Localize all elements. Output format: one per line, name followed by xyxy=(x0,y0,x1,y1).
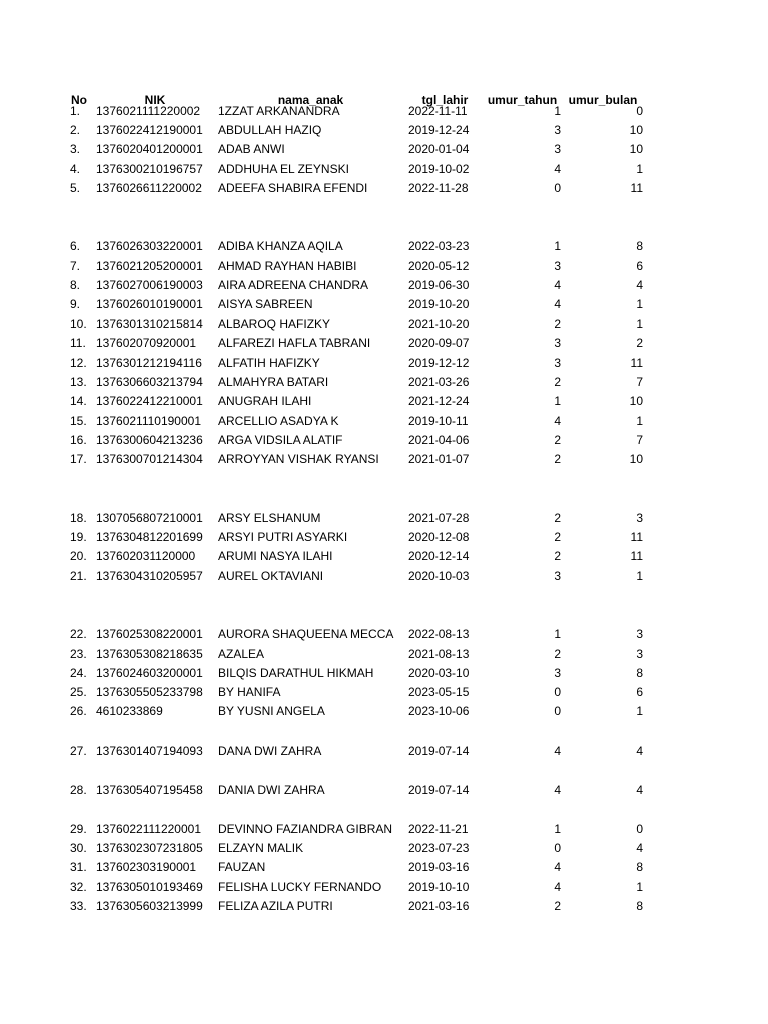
row-number: 31. xyxy=(70,860,87,874)
row-nama-anak: ADIBA KHANZA AQILA xyxy=(218,239,343,253)
row-nama-anak: AIRA ADREENA CHANDRA xyxy=(218,278,369,292)
row-number: 12. xyxy=(70,356,87,370)
row-tgl-lahir: 2021-01-07 xyxy=(408,452,470,466)
row-nik: 1376301310215814 xyxy=(96,317,203,331)
row-umur-tahun: 2 xyxy=(554,899,561,913)
row-tgl-lahir: 2023-07-23 xyxy=(408,841,470,855)
row-nik: 1376300210196757 xyxy=(96,162,203,176)
row-nama-anak: ANUGRAH ILAHI xyxy=(218,394,312,408)
row-nik: 1376301212194116 xyxy=(96,356,202,370)
row-nik: 1376022412210001 xyxy=(96,394,203,408)
table-row xyxy=(0,334,768,353)
row-umur-bulan: 1 xyxy=(636,704,643,718)
row-umur-bulan: 1 xyxy=(636,297,643,311)
row-tgl-lahir: 2019-07-14 xyxy=(408,783,470,797)
row-number: 28. xyxy=(70,783,87,797)
row-tgl-lahir: 2021-03-16 xyxy=(408,899,470,913)
row-umur-tahun: 1 xyxy=(554,394,561,408)
row-nik: 1376022111220001 xyxy=(96,822,201,836)
row-umur-bulan: 8 xyxy=(636,899,643,913)
row-tgl-lahir: 2019-06-30 xyxy=(408,278,470,292)
table-row xyxy=(0,295,768,314)
row-nik: 1376305505233798 xyxy=(96,685,203,699)
row-number: 5. xyxy=(70,181,81,195)
row-nik: 1376021110190001 xyxy=(96,414,201,428)
row-nik: 1376027006190003 xyxy=(96,278,203,292)
row-number: 2. xyxy=(70,123,81,137)
table-row xyxy=(0,276,768,295)
row-number: 26. xyxy=(70,704,87,718)
row-nik: 1376025308220001 xyxy=(96,627,203,641)
header-nik: NIK xyxy=(144,93,166,107)
table-row xyxy=(0,702,768,721)
table-row xyxy=(0,431,768,450)
row-umur-tahun: 4 xyxy=(554,162,561,176)
row-nama-anak: ARUMI NASYA ILAHI xyxy=(218,549,333,563)
table-row xyxy=(0,664,768,683)
row-nama-anak: DEVINNO FAZIANDRA GIBRAN xyxy=(218,822,393,836)
row-number: 10. xyxy=(70,317,87,331)
row-nama-anak: FELIZA AZILA PUTRI xyxy=(218,899,333,913)
row-nik: 1376306603213794 xyxy=(96,375,203,389)
row-number: 30. xyxy=(70,841,87,855)
row-umur-bulan: 1 xyxy=(636,880,643,894)
header-nama-anak: nama_anak xyxy=(277,93,344,107)
row-nama-anak: ARROYYAN VISHAK RYANSI xyxy=(218,452,379,466)
row-number: 15. xyxy=(70,414,87,428)
row-tgl-lahir: 2020-12-14 xyxy=(408,549,470,563)
table-row xyxy=(0,140,768,159)
row-nama-anak: DANIA DWI ZAHRA xyxy=(218,783,325,797)
row-umur-tahun: 3 xyxy=(554,123,561,137)
row-umur-tahun: 2 xyxy=(554,452,561,466)
row-umur-tahun: 3 xyxy=(554,356,561,370)
row-nama-anak: ALFATIH HAFIZKY xyxy=(218,356,320,370)
row-umur-bulan: 6 xyxy=(636,685,643,699)
row-umur-tahun: 1 xyxy=(554,822,561,836)
row-umur-tahun: 4 xyxy=(554,297,561,311)
row-nik: 137602070920001 xyxy=(96,336,197,350)
table-row xyxy=(0,160,768,179)
table-row xyxy=(0,373,768,392)
row-umur-bulan: 10 xyxy=(629,142,643,156)
row-nama-anak: ARSY ELSHANUM xyxy=(218,511,321,525)
row-number: 27. xyxy=(70,744,87,758)
table-row xyxy=(0,897,768,916)
row-umur-bulan: 3 xyxy=(636,647,643,661)
row-umur-tahun: 2 xyxy=(554,317,561,331)
row-umur-tahun: 3 xyxy=(554,142,561,156)
row-number: 8. xyxy=(70,278,81,292)
row-nik: 1376300604213236 xyxy=(96,433,203,447)
row-umur-bulan: 4 xyxy=(636,841,643,855)
table-row xyxy=(0,625,768,644)
row-umur-bulan: 4 xyxy=(636,744,643,758)
row-nik: 1376304812201699 xyxy=(96,530,203,544)
row-tgl-lahir: 2023-05-15 xyxy=(408,685,470,699)
row-nik: 1376301407194093 xyxy=(96,744,203,758)
row-nama-anak: AURORA SHAQUEENA MECCA xyxy=(218,627,394,641)
row-tgl-lahir: 2020-03-10 xyxy=(408,666,470,680)
row-umur-tahun: 3 xyxy=(554,666,561,680)
row-tgl-lahir: 2019-07-14 xyxy=(408,744,470,758)
row-umur-bulan: 6 xyxy=(636,259,643,273)
row-nik: 1376026010190001 xyxy=(96,297,203,311)
row-umur-tahun: 4 xyxy=(554,744,561,758)
row-number: 3. xyxy=(70,142,81,156)
row-number: 32. xyxy=(70,880,87,894)
row-umur-tahun: 4 xyxy=(554,880,561,894)
row-tgl-lahir: 2020-09-07 xyxy=(408,336,470,350)
row-umur-tahun: 2 xyxy=(554,433,561,447)
row-umur-bulan: 8 xyxy=(636,239,643,253)
row-umur-tahun: 4 xyxy=(554,783,561,797)
row-tgl-lahir: 2020-01-04 xyxy=(408,142,470,156)
row-number: 9. xyxy=(70,297,81,311)
row-umur-bulan: 11 xyxy=(630,549,643,563)
row-umur-bulan: 1 xyxy=(636,317,643,331)
row-nama-anak: ARGA VIDSILA ALATIF xyxy=(218,433,343,447)
row-nama-anak: AISYA SABREEN xyxy=(218,297,313,311)
row-nama-anak: ALMAHYRA BATARI xyxy=(218,375,329,389)
row-umur-bulan: 11 xyxy=(630,530,643,544)
table-row xyxy=(0,412,768,431)
row-number: 19. xyxy=(70,530,87,544)
row-umur-bulan: 11 xyxy=(630,181,643,195)
row-number: 16. xyxy=(70,433,87,447)
row-nama-anak: ALBAROQ HAFIZKY xyxy=(218,317,331,331)
table-row xyxy=(0,354,768,373)
row-tgl-lahir: 2021-07-28 xyxy=(408,511,470,525)
header-tgl-lahir: tgl_lahir xyxy=(421,93,469,107)
row-number: 6. xyxy=(70,239,81,253)
row-nik: 1376300701214304 xyxy=(96,452,203,466)
row-nik: 1376305308218635 xyxy=(96,647,203,661)
row-umur-bulan: 1 xyxy=(636,162,643,176)
table-row xyxy=(0,179,768,198)
row-nik: 1376305407195458 xyxy=(96,783,203,797)
row-nama-anak: ELZAYN MALIK xyxy=(218,841,304,855)
row-umur-bulan: 0 xyxy=(636,104,643,118)
header-umur-tahun: umur_tahun xyxy=(487,93,558,107)
row-number: 4. xyxy=(70,162,81,176)
row-tgl-lahir: 2019-03-16 xyxy=(408,860,470,874)
row-umur-bulan: 4 xyxy=(636,278,643,292)
row-nik: 1307056807210001 xyxy=(96,511,203,525)
row-nama-anak: FAUZAN xyxy=(218,860,266,874)
row-tgl-lahir: 2022-11-11 xyxy=(408,104,468,118)
row-tgl-lahir: 2023-10-06 xyxy=(408,704,470,718)
row-number: 22. xyxy=(70,627,87,641)
table-row xyxy=(0,121,768,140)
table-row xyxy=(0,781,768,800)
row-umur-tahun: 2 xyxy=(554,549,561,563)
row-nik: 1376021111220002 xyxy=(96,104,201,118)
row-nik: 1376305603213999 xyxy=(96,899,203,913)
row-umur-tahun: 2 xyxy=(554,530,561,544)
row-umur-bulan: 1 xyxy=(636,414,643,428)
row-nik: 1376026303220001 xyxy=(96,239,203,253)
row-number: 23. xyxy=(70,647,87,661)
row-nama-anak: ADDHUHA EL ZEYNSKI xyxy=(218,162,349,176)
row-tgl-lahir: 2019-10-20 xyxy=(408,297,470,311)
row-tgl-lahir: 2022-11-21 xyxy=(408,822,469,836)
row-umur-tahun: 1 xyxy=(554,627,561,641)
row-umur-bulan: 10 xyxy=(629,394,643,408)
table-row xyxy=(0,102,768,121)
row-tgl-lahir: 2021-04-06 xyxy=(408,433,470,447)
row-nik: 1376302307231805 xyxy=(96,841,203,855)
row-nama-anak: DANA DWI ZAHRA xyxy=(218,744,322,758)
row-nama-anak: ABDULLAH HAZIQ xyxy=(218,123,322,137)
row-nik: 1376024603200001 xyxy=(96,666,203,680)
table-row xyxy=(0,547,768,566)
row-umur-bulan: 11 xyxy=(630,356,643,370)
row-umur-tahun: 1 xyxy=(554,239,561,253)
row-number: 13. xyxy=(70,375,87,389)
row-nama-anak: ARCELLIO ASADYA K xyxy=(218,414,339,428)
row-umur-tahun: 3 xyxy=(554,569,561,583)
row-nik: 1376304310205957 xyxy=(96,569,203,583)
row-umur-bulan: 8 xyxy=(636,860,643,874)
row-tgl-lahir: 2020-12-08 xyxy=(408,530,470,544)
table-row xyxy=(0,820,768,839)
table-row xyxy=(0,257,768,276)
row-umur-bulan: 0 xyxy=(636,822,643,836)
row-number: 1. xyxy=(70,104,81,118)
row-number: 20. xyxy=(70,549,87,563)
row-tgl-lahir: 2022-11-28 xyxy=(408,181,469,195)
row-tgl-lahir: 2019-10-10 xyxy=(408,880,470,894)
table-row xyxy=(0,683,768,702)
row-nama-anak: AZALEA xyxy=(218,647,265,661)
row-tgl-lahir: 2019-12-24 xyxy=(408,123,470,137)
row-umur-tahun: 2 xyxy=(554,647,561,661)
row-number: 25. xyxy=(70,685,87,699)
row-nik: 1376020401200001 xyxy=(96,142,203,156)
table-row xyxy=(0,528,768,547)
row-nama-anak: ADEEFA SHABIRA EFENDI xyxy=(218,181,368,195)
row-umur-bulan: 4 xyxy=(636,783,643,797)
row-number: 29. xyxy=(70,822,87,836)
header-no: No xyxy=(71,93,87,107)
row-number: 7. xyxy=(70,259,81,273)
row-umur-bulan: 3 xyxy=(636,627,643,641)
table-row xyxy=(0,237,768,256)
row-tgl-lahir: 2019-10-02 xyxy=(408,162,470,176)
row-tgl-lahir: 2021-08-13 xyxy=(408,647,470,661)
table-row xyxy=(0,315,768,334)
row-umur-tahun: 4 xyxy=(554,860,561,874)
row-nik: 137602303190001 xyxy=(96,860,197,874)
table-row xyxy=(0,645,768,664)
table-row xyxy=(0,878,768,897)
row-nik: 1376305010193469 xyxy=(96,880,203,894)
row-nama-anak: ADAB ANWI xyxy=(218,142,285,156)
row-umur-tahun: 0 xyxy=(554,704,561,718)
row-tgl-lahir: 2022-08-13 xyxy=(408,627,470,641)
row-nik: 4610233869 xyxy=(96,704,163,718)
row-number: 24. xyxy=(70,666,87,680)
row-tgl-lahir: 2019-10-11 xyxy=(408,414,469,428)
row-number: 21. xyxy=(70,569,87,583)
row-nama-anak: BY YUSNI ANGELA xyxy=(218,704,325,718)
row-umur-tahun: 4 xyxy=(554,414,561,428)
row-nik: 137602031120000 xyxy=(96,549,196,563)
table-row xyxy=(0,450,768,469)
row-number: 11. xyxy=(70,336,86,350)
row-umur-bulan: 7 xyxy=(636,433,643,447)
row-number: 33. xyxy=(70,899,87,913)
row-umur-bulan: 10 xyxy=(629,123,643,137)
row-umur-bulan: 10 xyxy=(629,452,643,466)
row-umur-bulan: 2 xyxy=(636,336,643,350)
row-nama-anak: AUREL OKTAVIANI xyxy=(218,569,324,583)
row-tgl-lahir: 2020-05-12 xyxy=(408,259,470,273)
row-nama-anak: ARSYI PUTRI ASYARKI xyxy=(218,530,348,544)
row-umur-bulan: 8 xyxy=(636,666,643,680)
row-tgl-lahir: 2021-10-20 xyxy=(408,317,470,331)
row-nama-anak: BY HANIFA xyxy=(218,685,281,699)
row-tgl-lahir: 2020-10-03 xyxy=(408,569,470,583)
row-umur-tahun: 3 xyxy=(554,259,561,273)
row-umur-tahun: 3 xyxy=(554,336,561,350)
row-nik: 1376026611220002 xyxy=(96,181,202,195)
row-umur-bulan: 7 xyxy=(636,375,643,389)
row-nama-anak: BILQIS DARATHUL HIKMAH xyxy=(218,666,374,680)
row-number: 17. xyxy=(70,452,87,466)
row-nik: 1376022412190001 xyxy=(96,123,203,137)
row-nama-anak: 1ZZAT ARKANANDRA xyxy=(218,104,340,118)
row-nik: 1376021205200001 xyxy=(96,259,203,273)
table-row xyxy=(0,858,768,877)
row-tgl-lahir: 2022-03-23 xyxy=(408,239,470,253)
row-nama-anak: ALFAREZI HAFLA TABRANI xyxy=(218,336,371,350)
row-tgl-lahir: 2021-12-24 xyxy=(408,394,470,408)
row-umur-tahun: 1 xyxy=(554,104,561,118)
row-umur-tahun: 2 xyxy=(554,375,561,389)
row-umur-tahun: 0 xyxy=(554,181,561,195)
row-umur-tahun: 0 xyxy=(554,841,561,855)
row-tgl-lahir: 2021-03-26 xyxy=(408,375,470,389)
table-row xyxy=(0,742,768,761)
row-nama-anak: AHMAD RAYHAN HABIBI xyxy=(218,259,357,273)
table-row xyxy=(0,839,768,858)
row-umur-tahun: 2 xyxy=(554,511,561,525)
header-umur-bulan: umur_bulan xyxy=(568,93,638,107)
table-row xyxy=(0,567,768,586)
table-row xyxy=(0,392,768,411)
row-tgl-lahir: 2019-12-12 xyxy=(408,356,470,370)
row-umur-bulan: 1 xyxy=(636,569,643,583)
row-umur-bulan: 3 xyxy=(636,511,643,525)
table-row xyxy=(0,509,768,528)
row-umur-tahun: 4 xyxy=(554,278,561,292)
row-nama-anak: FELISHA LUCKY FERNANDO xyxy=(218,880,382,894)
row-number: 18. xyxy=(70,511,87,525)
row-number: 14. xyxy=(70,394,87,408)
row-umur-tahun: 0 xyxy=(554,685,561,699)
